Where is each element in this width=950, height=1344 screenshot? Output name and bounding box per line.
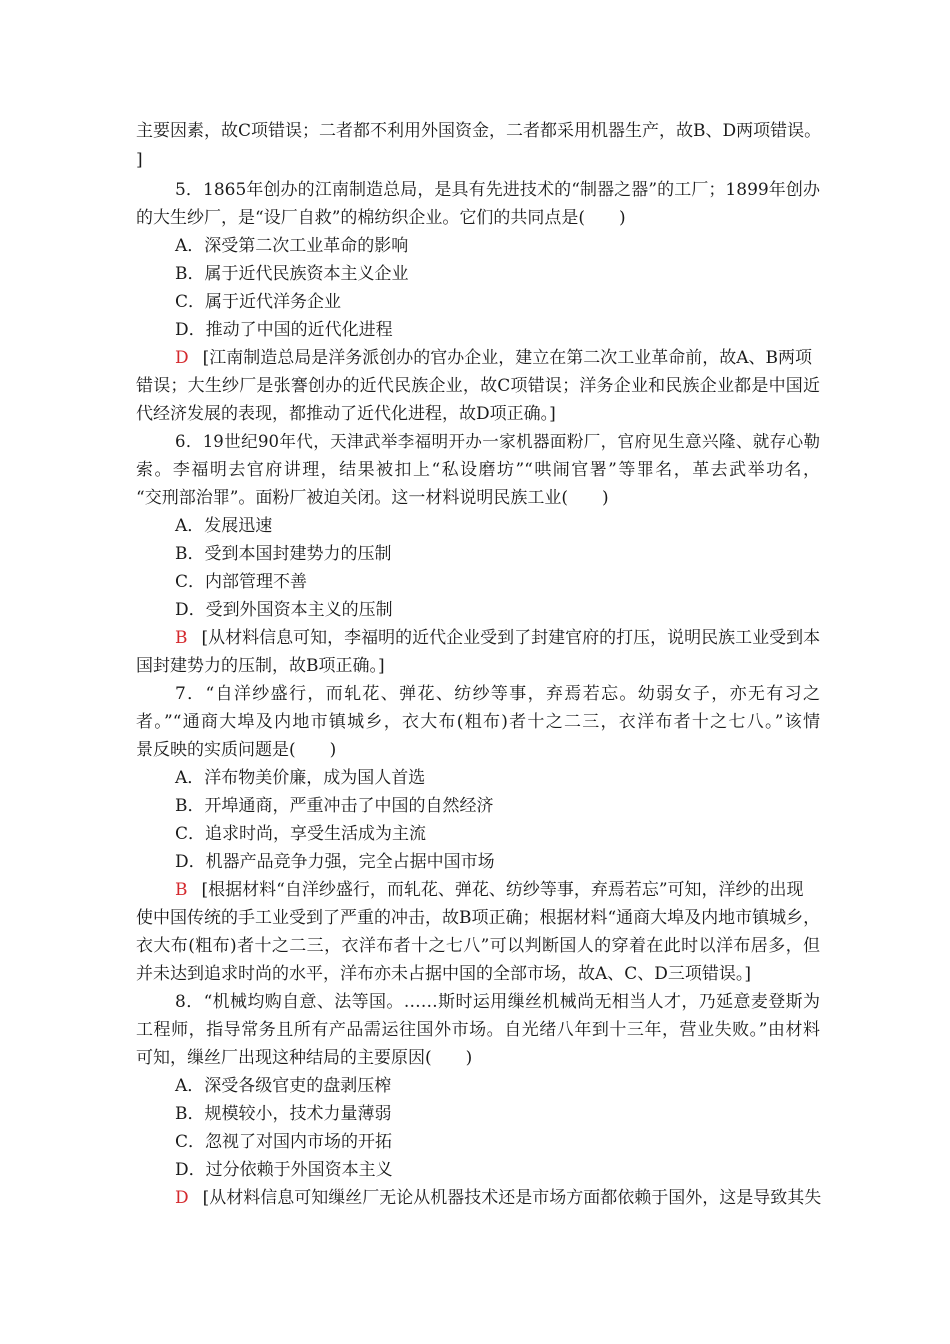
question-7-stem: 者。”“通商大埠及内地市镇城乡，衣大布(粗布)者十之二三，衣洋布者十之七八。”该情 <box>136 712 820 732</box>
question-5-option-b: B．属于近代民族资本主义企业 <box>175 264 409 284</box>
question-6-stem: 索。李福明去官府讲理，结果被扣上“私设磨坊”“哄闹官署”等罪名，革去武举功名， <box>136 460 820 480</box>
explanation-line: ] <box>136 150 143 170</box>
explanation-text: [江南制造总局是洋务派创办的官办企业，建立在第二次工业革命前，故A、B两项 <box>202 348 813 368</box>
explanation-line: 使中国传统的手工业受到了严重的冲击，故B项正确；根据材料“通商大埠及内地市镇城乡， <box>136 908 821 928</box>
question-6-option-a: A．发展迅速 <box>175 516 273 536</box>
question-8-option-d: D．过分依赖于外国资本主义 <box>175 1160 393 1180</box>
question-6-option-d: D．受到外国资本主义的压制 <box>175 600 393 620</box>
explanation-text: [从材料信息可知，李福明的近代企业受到了封建官府的打压，说明民族工业受到本 <box>201 628 821 648</box>
question-6-option-c: C．内部管理不善 <box>175 572 308 592</box>
question-5-stem: 5．1865年创办的江南制造总局，是具有先进技术的“制器之器”的工厂；1899年创办 <box>175 180 820 200</box>
question-8-option-c: C．忽视了对国内市场的开拓 <box>175 1132 393 1152</box>
question-7-option-a: A．洋布物美价廉，成为国人首选 <box>175 768 426 788</box>
explanation-line: 主要因素，故C项错误；二者都不利用外国资金，二者都采用机器生产，故B、D两项错误。 <box>136 121 822 141</box>
question-5-stem: 的大生纱厂，是“设厂自救”的棉纺织企业。它们的共同点是( ) <box>136 208 626 228</box>
explanation-line: 并未达到追求时尚的水平，洋布亦未占据中国的全部市场，故A、C、D三项错误。] <box>136 964 752 984</box>
explanation-line: 错误；大生纱厂是张謇创办的近代民族企业，故C项错误；洋务企业和民族企业都是中国近 <box>136 376 820 396</box>
explanation-text: [从材料信息可知缫丝厂无论从机器技术还是市场方面都依赖于国外，这是导致其失 <box>202 1188 822 1208</box>
question-8-stem: 工程师，指导常务且所有产品需运往国外市场。自光绪八年到十三年，营业失败。”由材料 <box>136 1020 820 1040</box>
answer-letter: B <box>175 628 188 648</box>
question-8-stem: 可知，缫丝厂出现这种结局的主要原因( ) <box>136 1048 473 1068</box>
explanation-text: [根据材料“自洋纱盛行，而轧花、弹花、纺纱等事，弃焉若忘”可知，洋纱的出现 <box>201 880 804 900</box>
question-6-answer-line <box>175 627 820 649</box>
question-6-option-b: B．受到本国封建势力的压制 <box>175 544 392 564</box>
question-7-option-b: B．开埠通商，严重冲击了中国的自然经济 <box>175 796 494 816</box>
question-8-option-a: A．深受各级官吏的盘剥压榨 <box>175 1076 392 1096</box>
question-8-answer-line <box>175 1187 820 1209</box>
question-5-option-d: D．推动了中国的近代化进程 <box>175 320 393 340</box>
question-8-option-b: B．规模较小，技术力量薄弱 <box>175 1104 392 1124</box>
question-7-answer-line <box>175 879 820 901</box>
question-5-option-c: C．属于近代洋务企业 <box>175 292 342 312</box>
answer-letter: B <box>175 880 188 900</box>
question-7-stem: 景反映的实质问题是( ) <box>136 740 337 760</box>
question-5-answer-line <box>175 347 820 369</box>
question-6-stem: 6．19世纪90年代，天津武举李福明开办一家机器面粉厂，官府见生意兴隆、就存心勒 <box>175 432 820 451</box>
explanation-line: 代经济发展的表现，都推动了近代化进程，故D项正确。] <box>136 404 556 424</box>
question-7-option-d: D．机器产品竞争力强，完全占据中国市场 <box>175 852 495 872</box>
question-5-option-a: A．深受第二次工业革命的影响 <box>175 236 409 256</box>
question-7-option-c: C．追求时尚，享受生活成为主流 <box>175 824 427 844</box>
explanation-line: 国封建势力的压制，故B项正确。] <box>136 656 385 676</box>
question-6-stem: “交刑部治罪”。面粉厂被迫关闭。这一材料说明民族工业( ) <box>136 488 609 508</box>
explanation-line: 衣大布(粗布)者十之二三，衣洋布者十之七八”可以判断国人的穿着在此时以洋布居多，但 <box>136 936 820 956</box>
question-8-stem: 8．“机械均购自意、法等国。……斯时运用缫丝机械尚无相当人才，乃延意麦登斯为 <box>175 992 820 1012</box>
question-7-stem: 7．“自洋纱盛行，而轧花、弹花、纺纱等事，弃焉若忘。幼弱女子，亦无有习之 <box>175 684 820 704</box>
answer-letter: D <box>175 348 189 368</box>
answer-letter: D <box>175 1188 189 1208</box>
